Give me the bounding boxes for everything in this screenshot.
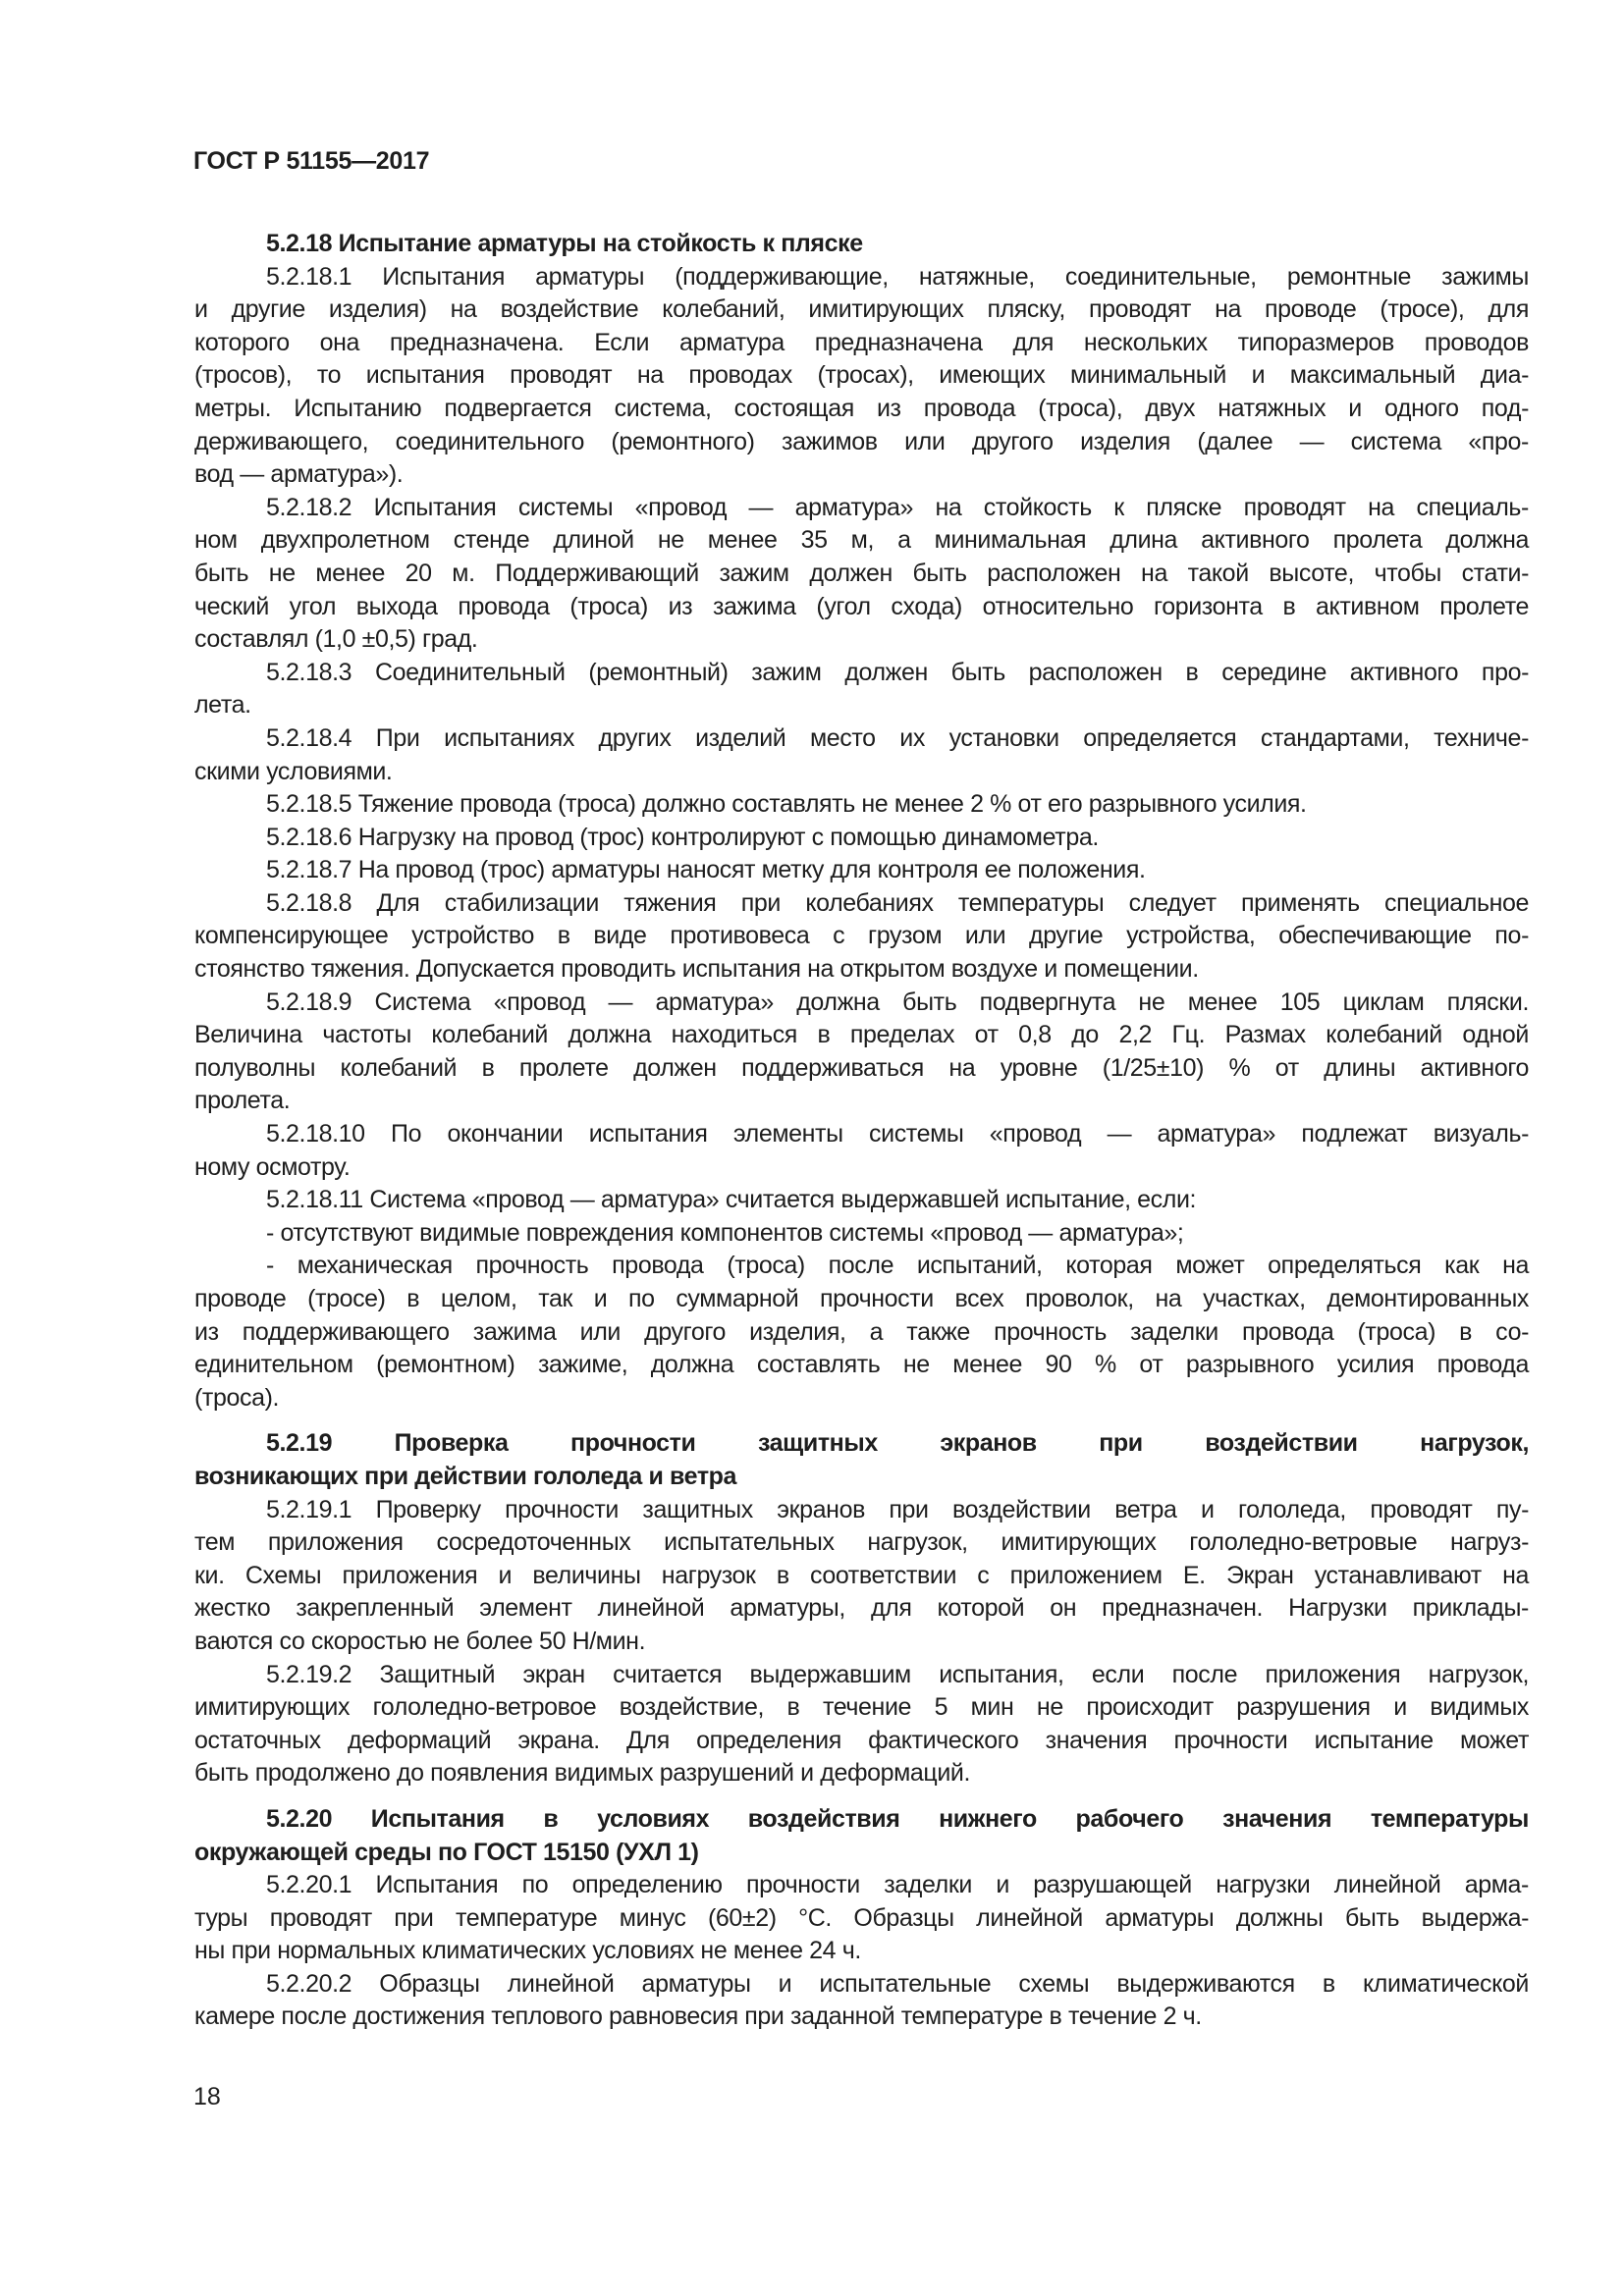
text-line: 5.2.19.2 Защитный экран считается выдержавшим испытания, если после приложения нагрузок, (266, 1660, 1529, 1688)
text-line: 5.2.18.1 Испытания арматуры (поддерживающие, натяжные, соединительные, ремонтные зажимы (266, 262, 1529, 291)
text-line: 5.2.18.4 При испытаниях других изделий место их установки определяется стандартами, техниче- (266, 723, 1529, 752)
text-line: окружающей среды по ГОСТ 15150 (УХЛ 1) (194, 1838, 699, 1866)
paragraph (194, 657, 1529, 722)
paragraph (194, 1118, 1529, 1184)
page-number: 18 (193, 2083, 221, 2110)
text-line: быть не менее 20 м. Поддерживающий зажим должен быть расположен на такой высоте, чтобы стати- (194, 559, 1529, 587)
text-line: 5.2.18.9 Система «провод — арматура» должна быть подвергнута не менее 105 циклам пляски. (266, 988, 1529, 1016)
text-line: жестко закрепленный элемент линейной арматуры, для которой он предназначен. Нагрузки приклады- (194, 1594, 1529, 1623)
paragraph (194, 1184, 1529, 1217)
paragraph (194, 1217, 1529, 1251)
text-line: компенсирующее устройство в виде противовеса с грузом или другие устройства, обеспечивающие по- (194, 922, 1529, 950)
text-line: лета. (194, 691, 251, 720)
text-line: камере после достижения теплового равновесия при заданной температуре в течение 2 ч. (194, 2002, 1202, 2031)
text-line: 5.2.18.6 Нагрузку на провод (трос) контролируют с помощью динамометра. (266, 823, 1099, 851)
text-line: составлял (1,0 ±0,5) град. (194, 625, 478, 654)
section-heading (194, 228, 1529, 261)
text-line: 5.2.18 Испытание арматуры на стойкость к пляске (266, 230, 863, 257)
paragraph (194, 1494, 1529, 1659)
text-line: ны при нормальных климатических условиях не менее 24 ч. (194, 1937, 861, 1965)
text-line: ном двухпролетном стенде длиной не менее 35 м, а минимальная длина активного пролета должна (194, 526, 1529, 555)
text-line: 5.2.18.8 Для стабилизации тяжения при колебаниях температуры следует применять специальное (266, 888, 1529, 917)
text-line: из поддерживающего зажима или другого изделия, а также прочность заделки провода (троса) в со- (194, 1317, 1529, 1346)
text-line: полуволны колебаний в пролете должен поддерживаться на уровне (1/25±10) % от длины активного (194, 1053, 1529, 1082)
text-line: 5.2.18.5 Тяжение провода (троса) должно составлять не менее 2 % от его разрывного усилия. (266, 790, 1307, 819)
text-line: проводе (тросе) в целом, так и по суммарной прочности всех проволок, на участках, демонтированных (194, 1285, 1529, 1312)
text-line: держивающего, соединительного (ремонтного) зажимов или другого изделия (далее — система «про- (194, 427, 1529, 455)
text-line: ческий угол выхода провода (троса) из зажима (угол схода) относительно горизонта в активном пролете (194, 592, 1529, 620)
text-line: 5.2.18.7 На провод (трос) арматуры наносят метку для контроля ее положения. (266, 856, 1146, 884)
text-line: которого она предназначена. Если арматура предназначена для нескольких типоразмеров проводов (194, 328, 1529, 356)
text-line: ваются со скоростью не более 50 Н/мин. (194, 1627, 646, 1655)
paragraph (194, 261, 1529, 492)
text-line: ному осмотру. (194, 1152, 351, 1181)
text-line: вод — арматура»). (194, 460, 404, 489)
document-header: ГОСТ Р 51155—2017 (193, 147, 430, 175)
text-line: остаточных деформаций экрана. Для определения фактического значения прочности испытание может (194, 1726, 1529, 1754)
paragraph (194, 1869, 1529, 1968)
text-line: ки. Схемы приложения и величины нагрузок в соответствии с приложением Е. Экран устанавливают на (194, 1561, 1529, 1589)
document-body (194, 228, 1529, 2034)
text-line: метры. Испытанию подвергается система, состоящая из провода (троса), двух натяжных и одного под- (194, 394, 1529, 422)
text-line: пролета. (194, 1087, 291, 1115)
paragraph (194, 1250, 1529, 1415)
text-line: 5.2.18.10 По окончании испытания элементы системы «провод — арматура» подлежат визуаль- (266, 1120, 1529, 1148)
text-line: (тросов), то испытания проводят на проводах (тросах), имеющих минимальный и максимальный диа- (194, 361, 1529, 390)
text-line: Величина частоты колебаний должна находиться в пределах от 0,8 до 2,2 Гц. Размах колебаний одной (194, 1021, 1529, 1049)
paragraph (194, 987, 1529, 1118)
text-line: возникающих при действии гололеда и ветра (194, 1462, 737, 1490)
text-line: 5.2.20 Испытания в условиях воздействия нижнего рабочего значения температуры (266, 1804, 1529, 1833)
text-line: имитирующих гололедно-ветровое воздействие, в течение 5 мин не происходит разрушения и видимых (194, 1693, 1529, 1722)
paragraph (194, 788, 1529, 822)
text-line: скими условиями. (194, 757, 393, 785)
text-line: - отсутствуют видимые повреждения компонентов системы «провод — арматура»; (266, 1218, 1184, 1247)
text-line: туры проводят при температуре минус (60±2) °С. Образцы линейной арматуры должны быть выдержа- (194, 1903, 1529, 1932)
text-line: (троса). (194, 1383, 280, 1412)
text-line: 5.2.20.1 Испытания по определению прочности заделки и разрушающей нагрузки линейной арма- (266, 1871, 1529, 1899)
text-line: 5.2.18.11 Система «провод — арматура» считается выдержавшей испытание, если: (266, 1186, 1197, 1214)
text-line: и другие изделия) на воздействие колебаний, имитирующих пляску, проводят на проводе (тросе), для (194, 295, 1529, 324)
section-heading (194, 1803, 1529, 1869)
text-line: 5.2.18.3 Соединительный (ремонтный) зажим должен быть расположен в середине активного про- (266, 658, 1529, 686)
text-line: тем приложения сосредоточенных испытательных нагрузок, имитирующих гололедно-ветровые нагруз- (194, 1528, 1529, 1557)
text-line: стоянство тяжения. Допускается проводить испытания на открытом воздухе и помещении. (194, 955, 1199, 984)
paragraph (194, 854, 1529, 887)
text-line: единительном (ремонтном) зажиме, должна составлять не менее 90 % от разрывного усилия провода (194, 1351, 1529, 1379)
paragraph (194, 722, 1529, 788)
text-line: 5.2.20.2 Образцы линейной арматуры и испытательные схемы выдерживаются в климатической (266, 1969, 1529, 1998)
text-line: - механическая прочность провода (троса) после испытаний, которая может определяться как на (266, 1252, 1529, 1280)
paragraph (194, 887, 1529, 987)
paragraph (194, 1659, 1529, 1790)
text-line: 5.2.19.1 Проверку прочности защитных экранов при воздействии ветра и гололеда, проводят пу- (266, 1495, 1529, 1523)
paragraph (194, 492, 1529, 657)
paragraph (194, 1968, 1529, 2034)
paragraph (194, 822, 1529, 855)
text-line: 5.2.18.2 Испытания системы «провод — арматура» на стойкость к пляске проводят на специаль- (266, 493, 1529, 521)
section-heading (194, 1427, 1529, 1493)
text-line: быть продолжено до появления видимых разрушений и деформаций. (194, 1759, 971, 1788)
text-line: 5.2.19 Проверка прочности защитных экранов при воздействии нагрузок, (266, 1429, 1529, 1458)
